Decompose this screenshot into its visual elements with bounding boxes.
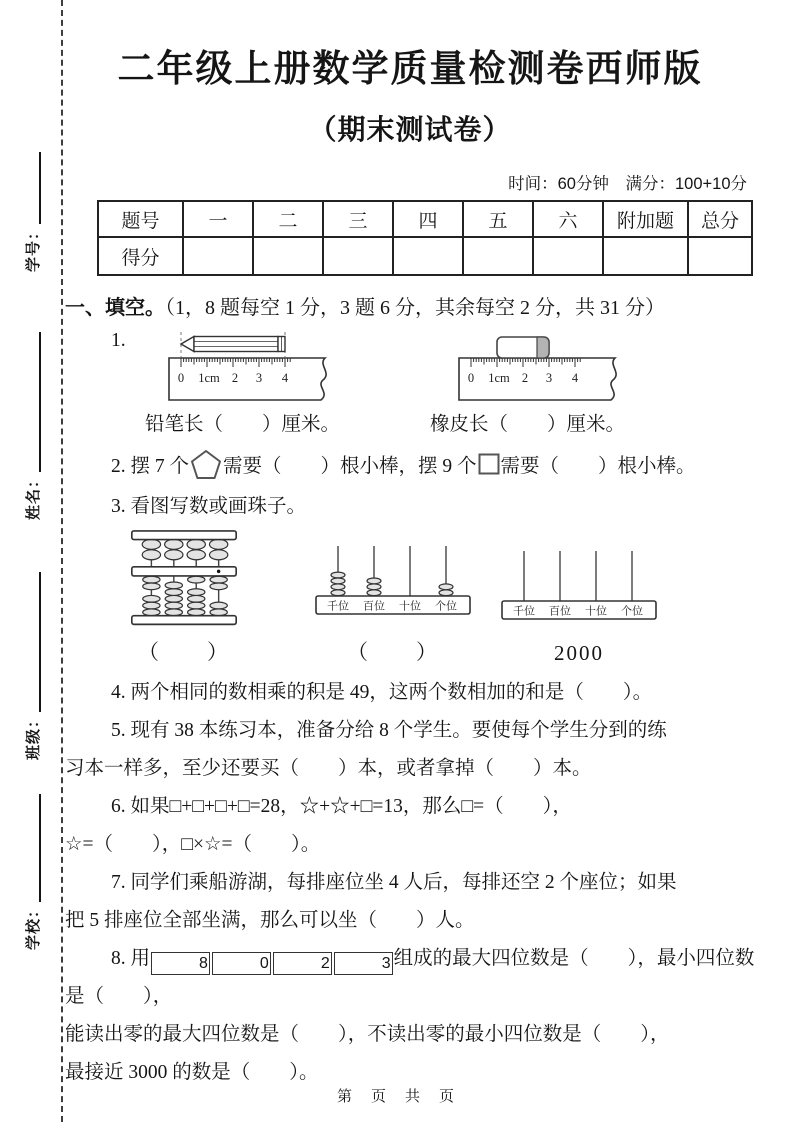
q2-text-3: 需要（ ）根小棒。 <box>500 456 696 477</box>
q7-line-1: 7. 同学们乘船游湖，每排座位坐 4 人后，每排还空 2 个座位；如果 <box>111 872 677 893</box>
q3-heading: 3. 看图写数或画珠子。 <box>111 496 307 517</box>
section1-note: （1，8 题每空 1 分，3 题 6 分，其余每空 2 分，共 31 分） <box>165 297 665 319</box>
score-table-header-row <box>98 201 752 237</box>
name-label: 姓名： <box>26 471 42 520</box>
score-cell-empty <box>463 237 533 275</box>
svg-text:百位: 百位 <box>363 600 385 613</box>
rack-figure-block-1 <box>313 544 473 666</box>
student-id-blank <box>26 152 41 224</box>
margin-field-class <box>22 572 43 760</box>
digit-box: 8 <box>151 952 210 975</box>
svg-text:3: 3 <box>255 371 262 385</box>
eraser-ruler-figure <box>457 330 632 404</box>
score-cell-empty <box>393 237 463 275</box>
header-cell: 题号 <box>98 201 183 237</box>
q6-line-1: 6. 如果□+□+□+□=28，☆+☆+□=13，那么□=（ ）， <box>111 796 572 817</box>
page-footer: 第 页 共 页 <box>336 1088 456 1105</box>
score-table-score-row <box>98 237 752 275</box>
q1-caption-pencil: 铅笔长（ ）厘米。 <box>145 414 341 435</box>
class-blank <box>26 572 41 712</box>
header-cell: 五 <box>463 201 533 237</box>
question-7 <box>65 864 755 940</box>
exam-info: 时间：60分钟 满分：100+10分 <box>508 175 747 193</box>
q8-line-2: 能读出零的最大四位数是（ ），不读出零的最小四位数是（ ）， <box>65 1024 670 1045</box>
svg-text:个位: 个位 <box>435 600 457 613</box>
svg-text:0: 0 <box>467 371 474 385</box>
svg-text:2: 2 <box>521 371 528 385</box>
svg-text:1cm: 1cm <box>487 371 510 385</box>
digit-box: 2 <box>273 952 332 975</box>
header-cell: 一 <box>183 201 253 237</box>
q3-answer-3: 2000 <box>554 641 604 665</box>
svg-text:个位: 个位 <box>621 605 643 618</box>
question-4 <box>65 674 755 712</box>
unit-dot <box>217 570 220 573</box>
svg-text:十位: 十位 <box>585 605 607 618</box>
class-label: 班级： <box>26 711 42 760</box>
header-cell: 三 <box>323 201 393 237</box>
score-cell-empty <box>323 237 393 275</box>
student-id-label: 学号： <box>26 223 42 272</box>
q2-text-1: 2. 摆 7 个 <box>111 456 190 477</box>
score-cell-empty <box>533 237 603 275</box>
question-3-figures <box>65 530 755 666</box>
abacus-figure-block <box>131 530 237 666</box>
margin-field-student-id <box>22 152 43 272</box>
score-cell-empty <box>183 237 253 275</box>
question-6 <box>65 788 755 864</box>
q5-line-2: 习本一样多，至少还要买（ ）本，或者拿掉（ ）本。 <box>65 758 592 779</box>
q8-line-3: 最接近 3000 的数是（ ）。 <box>65 1062 319 1083</box>
q1-captions <box>65 408 755 436</box>
seal-dashed-line <box>61 0 63 1122</box>
ruler-body <box>169 358 326 400</box>
q1-number: 1. <box>111 330 126 351</box>
score-cell-empty <box>253 237 323 275</box>
svg-text:0: 0 <box>177 371 184 385</box>
counting-rack-1 <box>313 544 473 616</box>
pencil-ruler-figure <box>167 330 342 404</box>
abacus-beads <box>142 539 228 615</box>
school-blank <box>26 794 41 902</box>
svg-text:3: 3 <box>545 371 552 385</box>
digit-box: 0 <box>212 952 271 975</box>
header-cell: 六 <box>533 201 603 237</box>
svg-text:4: 4 <box>281 371 288 385</box>
counting-rack-2 <box>499 549 659 621</box>
digit-box: 3 <box>334 952 393 975</box>
svg-text:2: 2 <box>231 371 238 385</box>
q2-text-2: 需要（ ）根小棒，摆 9 个 <box>223 456 477 477</box>
q8-line1-rest: 组成的最大四位数是（ ），最小四位数是（ ）， <box>65 948 755 1007</box>
header-cell: 四 <box>393 201 463 237</box>
q3-answer-2: （ ） <box>347 640 439 664</box>
svg-text:十位: 十位 <box>399 600 421 613</box>
page-title: 二年级上册数学质量检测卷西师版 <box>117 48 703 89</box>
question-5 <box>65 712 755 788</box>
q3-answer-1: （ ） <box>138 640 230 664</box>
square-shape <box>477 452 501 476</box>
abacus-illustration <box>131 530 237 626</box>
ruler-body <box>459 358 616 400</box>
score-label-cell: 得分 <box>98 237 183 275</box>
svg-text:4: 4 <box>571 371 578 385</box>
q8-prefix: 8. 用 <box>111 948 151 969</box>
header-cell: 二 <box>253 201 323 237</box>
score-table <box>97 200 753 276</box>
svg-text:百位: 百位 <box>549 605 571 618</box>
name-blank <box>26 332 41 472</box>
q6-line-2: ☆=（ ），□×☆=（ ）。 <box>65 834 321 855</box>
svg-text:1cm: 1cm <box>197 371 220 385</box>
question-2 <box>111 442 755 486</box>
q8-line-1 <box>65 940 755 1016</box>
margin-field-school <box>22 794 43 950</box>
score-cell-empty <box>688 237 752 275</box>
rack-figure-block-2 <box>499 549 659 666</box>
margin-field-name <box>22 332 43 520</box>
header-cell: 附加题 <box>603 201 688 237</box>
eraser-illustration <box>497 337 549 358</box>
page-subtitle: （期末测试卷） <box>308 114 512 145</box>
q5-line-1: 5. 现有 38 本练习本，准备分给 8 个学生。要使每个学生分到的练 <box>111 720 667 741</box>
svg-text:千位: 千位 <box>513 605 535 618</box>
svg-text:千位: 千位 <box>327 600 349 613</box>
school-label: 学校： <box>26 901 42 950</box>
section1-heading <box>65 291 755 320</box>
question-8 <box>65 940 755 1092</box>
pencil-illustration <box>181 332 285 357</box>
q1-caption-eraser: 橡皮长（ ）厘米。 <box>430 414 626 435</box>
q7-line-2: 把 5 排座位全部坐满，那么可以坐（ ）人。 <box>65 910 475 931</box>
rack-beads <box>331 572 453 596</box>
score-cell-empty <box>603 237 688 275</box>
question-1 <box>65 330 755 404</box>
section1-title: 一、填空。 <box>65 297 165 319</box>
q3-heading-line <box>65 488 755 526</box>
q4-text: 4. 两个相同的数相乘的积是 49，这两个数相加的和是（ ）。 <box>111 682 653 703</box>
pentagon-shape <box>189 448 223 481</box>
header-cell: 总分 <box>688 201 752 237</box>
